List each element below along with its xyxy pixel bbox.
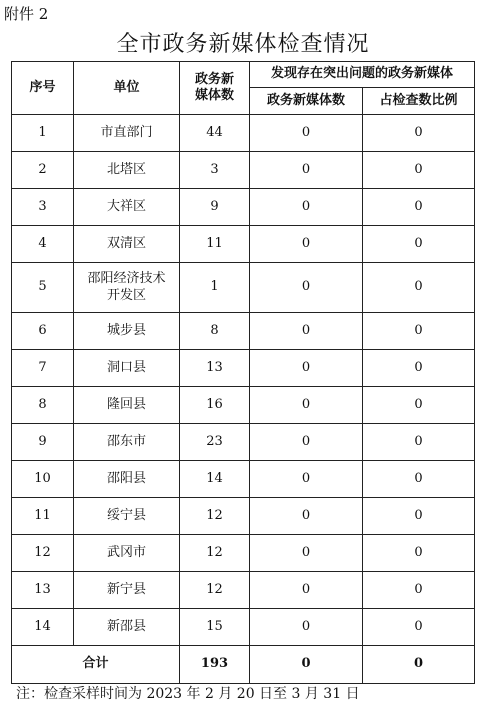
header-unit: 单位	[74, 62, 180, 115]
row-media-count: 15	[180, 609, 250, 646]
row-ratio: 0	[363, 313, 475, 350]
row-unit: 绥宁县	[74, 498, 180, 535]
row-ratio: 0	[363, 152, 475, 189]
row-unit-line2: 开发区	[106, 287, 146, 303]
row-media-count: 14	[180, 461, 250, 498]
row-ratio: 0	[363, 387, 475, 424]
row-ratio: 0	[363, 350, 475, 387]
row-problem-count: 0	[250, 609, 363, 646]
row-problem-count: 0	[250, 115, 363, 152]
row-media-count: 12	[180, 498, 250, 535]
table-row	[12, 313, 475, 350]
row-problem-count: 0	[250, 152, 363, 189]
row-seq: 4	[12, 226, 74, 263]
table-row	[12, 350, 475, 387]
row-ratio: 0	[363, 424, 475, 461]
table-row	[12, 115, 475, 152]
table-row	[12, 226, 475, 263]
table-row	[12, 263, 475, 313]
row-unit: 双清区	[74, 226, 180, 263]
row-ratio: 0	[363, 115, 475, 152]
row-unit: 新邵县	[74, 609, 180, 646]
footnote: 注：检查采样时间为 2023 年 2 月 20 日至 3 月 31 日	[16, 686, 360, 702]
table-body	[12, 62, 475, 684]
table-row	[12, 152, 475, 189]
row-seq: 9	[12, 424, 74, 461]
page-title: 全市政务新媒体检查情况	[116, 32, 370, 57]
row-unit: 大祥区	[74, 189, 180, 226]
row-media-count: 23	[180, 424, 250, 461]
row-problem-count: 0	[250, 572, 363, 609]
row-unit	[74, 263, 180, 313]
row-ratio: 0	[363, 461, 475, 498]
row-problem-count: 0	[250, 535, 363, 572]
row-problem-count: 0	[250, 387, 363, 424]
row-problem-count: 0	[250, 424, 363, 461]
total-row	[12, 646, 475, 684]
table-row	[12, 572, 475, 609]
row-problem-count: 0	[250, 263, 363, 313]
header-row-top	[12, 62, 475, 88]
row-problem-count: 0	[250, 189, 363, 226]
row-unit: 邵东市	[74, 424, 180, 461]
row-unit: 新宁县	[74, 572, 180, 609]
row-media-count: 8	[180, 313, 250, 350]
row-unit: 邵阳县	[74, 461, 180, 498]
header-seq: 序号	[12, 62, 74, 115]
total-problem-count: 0	[250, 646, 363, 684]
table-row	[12, 461, 475, 498]
row-seq: 7	[12, 350, 74, 387]
header-ratio: 占检查数比例	[363, 88, 475, 115]
table-row	[12, 498, 475, 535]
row-media-count: 13	[180, 350, 250, 387]
table-row	[12, 535, 475, 572]
row-problem-count: 0	[250, 313, 363, 350]
row-ratio: 0	[363, 535, 475, 572]
row-media-count: 3	[180, 152, 250, 189]
row-seq: 8	[12, 387, 74, 424]
total-media-count: 193	[180, 646, 250, 684]
row-problem-count: 0	[250, 461, 363, 498]
row-unit: 武冈市	[74, 535, 180, 572]
header-media-count	[180, 62, 250, 115]
row-ratio: 0	[363, 572, 475, 609]
row-media-count: 1	[180, 263, 250, 313]
header-media-count-line2: 媒体数	[194, 88, 234, 103]
row-problem-count: 0	[250, 350, 363, 387]
row-media-count: 12	[180, 535, 250, 572]
row-seq: 12	[12, 535, 74, 572]
row-ratio: 0	[363, 263, 475, 313]
header-problem-group: 发现存在突出问题的政务新媒体	[250, 62, 475, 88]
table-row	[12, 609, 475, 646]
row-media-count: 44	[180, 115, 250, 152]
row-seq: 11	[12, 498, 74, 535]
attachment-label: 附件 2	[4, 5, 49, 23]
inspection-table	[11, 61, 475, 684]
header-problem-count: 政务新媒体数	[250, 88, 363, 115]
row-problem-count: 0	[250, 226, 363, 263]
row-unit: 城步县	[74, 313, 180, 350]
row-problem-count: 0	[250, 498, 363, 535]
table-row	[12, 424, 475, 461]
table-row	[12, 387, 475, 424]
row-media-count: 12	[180, 572, 250, 609]
row-seq: 2	[12, 152, 74, 189]
row-ratio: 0	[363, 609, 475, 646]
row-ratio: 0	[363, 226, 475, 263]
row-unit-line1: 邵阳经济技术	[87, 271, 166, 287]
row-seq: 6	[12, 313, 74, 350]
row-seq: 3	[12, 189, 74, 226]
row-unit: 市直部门	[74, 115, 180, 152]
row-ratio: 0	[363, 498, 475, 535]
row-seq: 14	[12, 609, 74, 646]
table-row	[12, 189, 475, 226]
row-seq: 1	[12, 115, 74, 152]
row-unit: 洞口县	[74, 350, 180, 387]
header-media-count-line1: 政务新	[194, 71, 234, 87]
total-label: 合计	[12, 646, 180, 684]
row-seq: 5	[12, 263, 74, 313]
row-unit: 隆回县	[74, 387, 180, 424]
row-ratio: 0	[363, 189, 475, 226]
row-seq: 10	[12, 461, 74, 498]
row-media-count: 16	[180, 387, 250, 424]
row-unit: 北塔区	[74, 152, 180, 189]
total-ratio: 0	[363, 646, 475, 684]
row-media-count: 11	[180, 226, 250, 263]
row-media-count: 9	[180, 189, 250, 226]
row-seq: 13	[12, 572, 74, 609]
